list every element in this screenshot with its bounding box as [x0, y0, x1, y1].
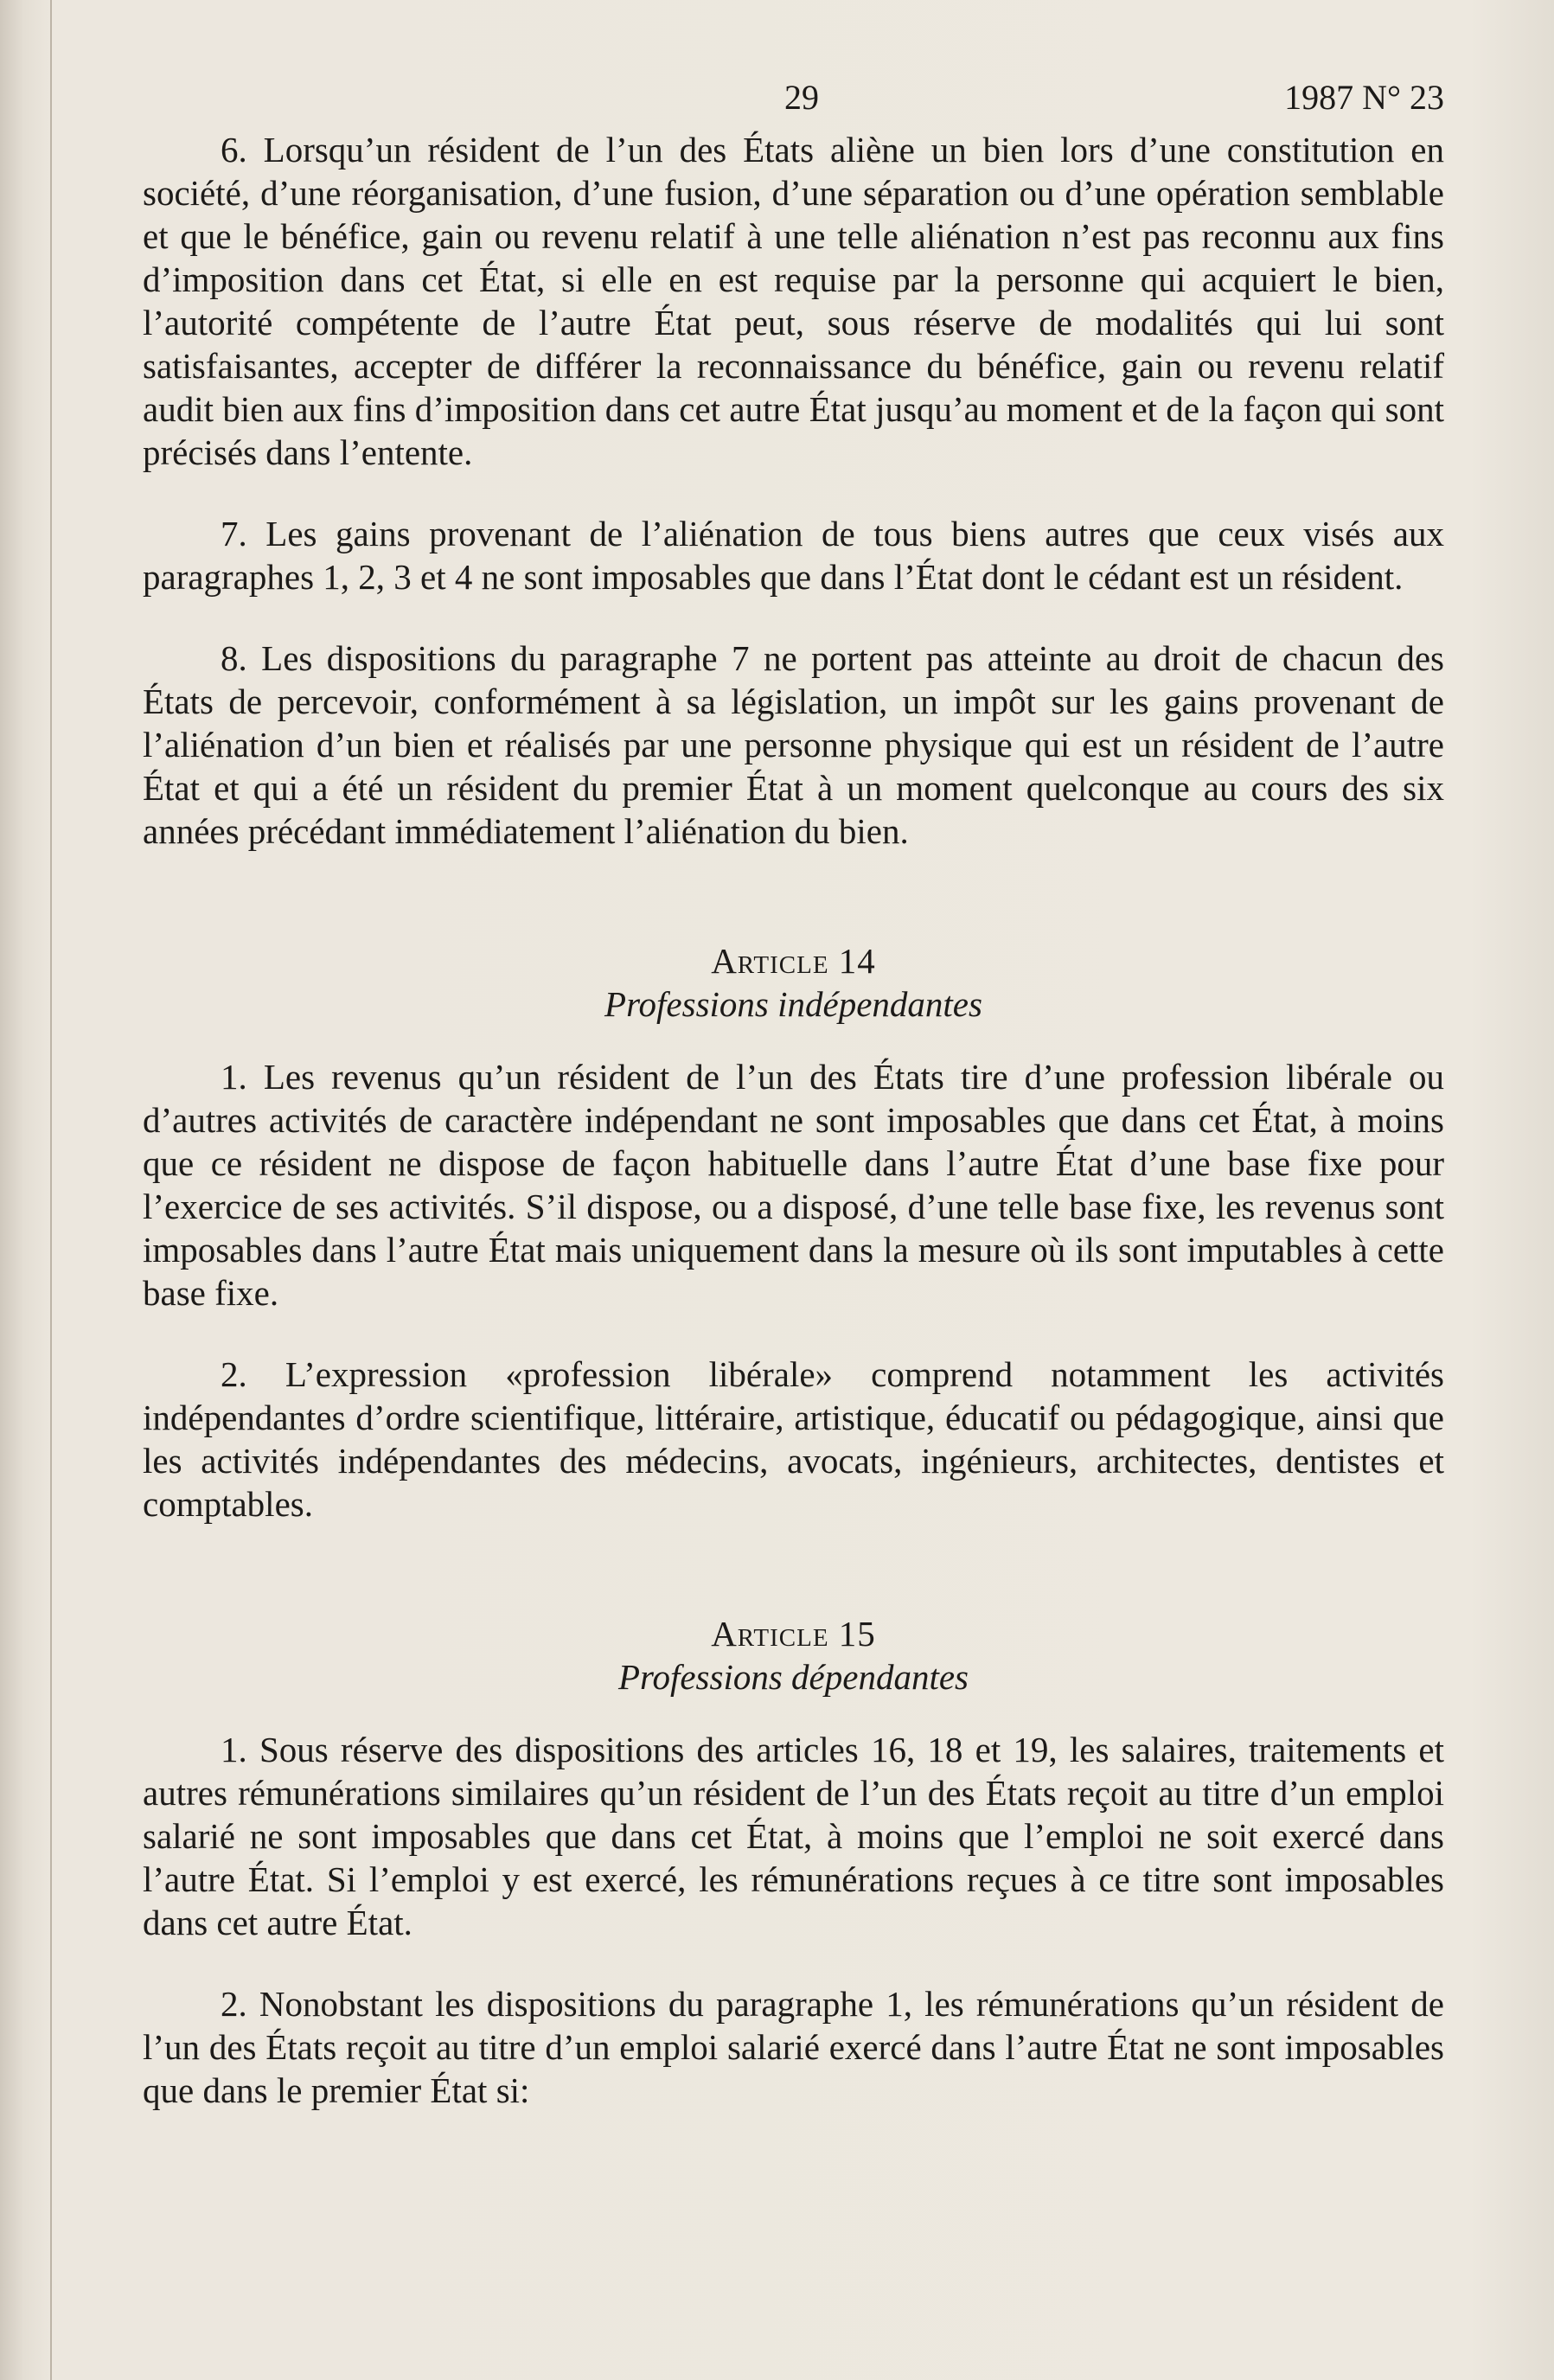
page-header	[143, 76, 1444, 128]
page-content	[143, 76, 1444, 2112]
article-14-title: Article 14	[711, 941, 876, 981]
binding-gutter	[50, 0, 52, 2380]
article-15-subtitle: Professions dépendantes	[617, 1657, 969, 1697]
paragraph-6: 6. Lorsqu’un résident de l’un des États aliène un bien lors d’une constitution en société, d’une réorganisation, d’une fusion, d’une séparation ou d’une opération semblable et que le bénéfice, gain ou revenu relatif à une telle aliénation n’est pas reconnu aux fins d’imposition dans cet État, si elle en est requise par la personne qui acquiert le bien, l’autorité compétente de l’autre État peut, sous réserve de modalités qui lui sont satisfaisantes, accepter de différer la reconnaissance du bénéfice, gain ou revenu relatif audit bien aux fins d’imposition dans cet autre État jusqu’au moment et de la façon qui sont précisés dans l’entente.	[143, 130, 1444, 472]
volume-number: 1987 N° 23	[1284, 78, 1444, 117]
page-number: 29	[784, 78, 819, 117]
article-15-paragraph-2: 2. Nonobstant les dispositions du paragraphe 1, les rémunérations qu’un résident de l’un des États reçoit au titre d’un emploi salarié exercé dans l’autre État ne sont imposables que dans le premier État si:	[143, 1984, 1444, 2110]
paragraph-8: 8. Les dispositions du paragraphe 7 ne portent pas atteinte au droit de chacun des États de percevoir, conformément à sa législation, un impôt sur les gains provenant de l’aliénation d’un bien et réalisés par une personne physique qui est un résident de l’autre État et qui a été un résident du premier État à un moment quelconque au cours des six années précédant immédiatement l’aliénation du bien.	[143, 638, 1444, 851]
article-15-paragraph-1: 1. Sous réserve des dispositions des articles 16, 18 et 19, les salaires, traitements et autres rémunérations similaires qu’un résident de l’un des États reçoit au titre d’un emploi salarié ne sont imposables que dans cet État, à moins que l’emploi ne soit exercé dans l’autre État. Si l’emploi y est exercé, les rémunérations reçues à ce titre sont imposables dans cet autre État.	[143, 1730, 1444, 1942]
article-15-title: Article 15	[711, 1614, 876, 1654]
article-14-paragraph-1: 1. Les revenus qu’un résident de l’un des États tire d’une profession libérale ou d’autres activités de caractère indépendant ne sont imposables que dans cet État, à moins que ce résident ne dispose de façon habituelle dans l’autre État d’une base fixe pour l’exercice de ses activités. S’il dispose, ou a disposé, d’une telle base fixe, les revenus sont imposables dans l’autre État mais uniquement dans la mesure où ils sont imputables à cette base fixe.	[143, 1057, 1444, 1313]
article-14-paragraph-2: 2. L’expression «profession libérale» comprend notamment les activités indépendantes d’ordre scientifique, littéraire, artistique, éducatif ou pédagogique, ainsi que les activités indépendantes des médecins, avocats, ingénieurs, architectes, dentistes et comptables.	[143, 1354, 1444, 1524]
paragraph-7: 7. Les gains provenant de l’aliénation de tous biens autres que ceux visés aux paragraphes 1, 2, 3 et 4 ne sont imposables que dans l’État dont le cédant est un résident.	[143, 514, 1444, 597]
article-14-subtitle: Professions indépendantes	[604, 984, 982, 1024]
